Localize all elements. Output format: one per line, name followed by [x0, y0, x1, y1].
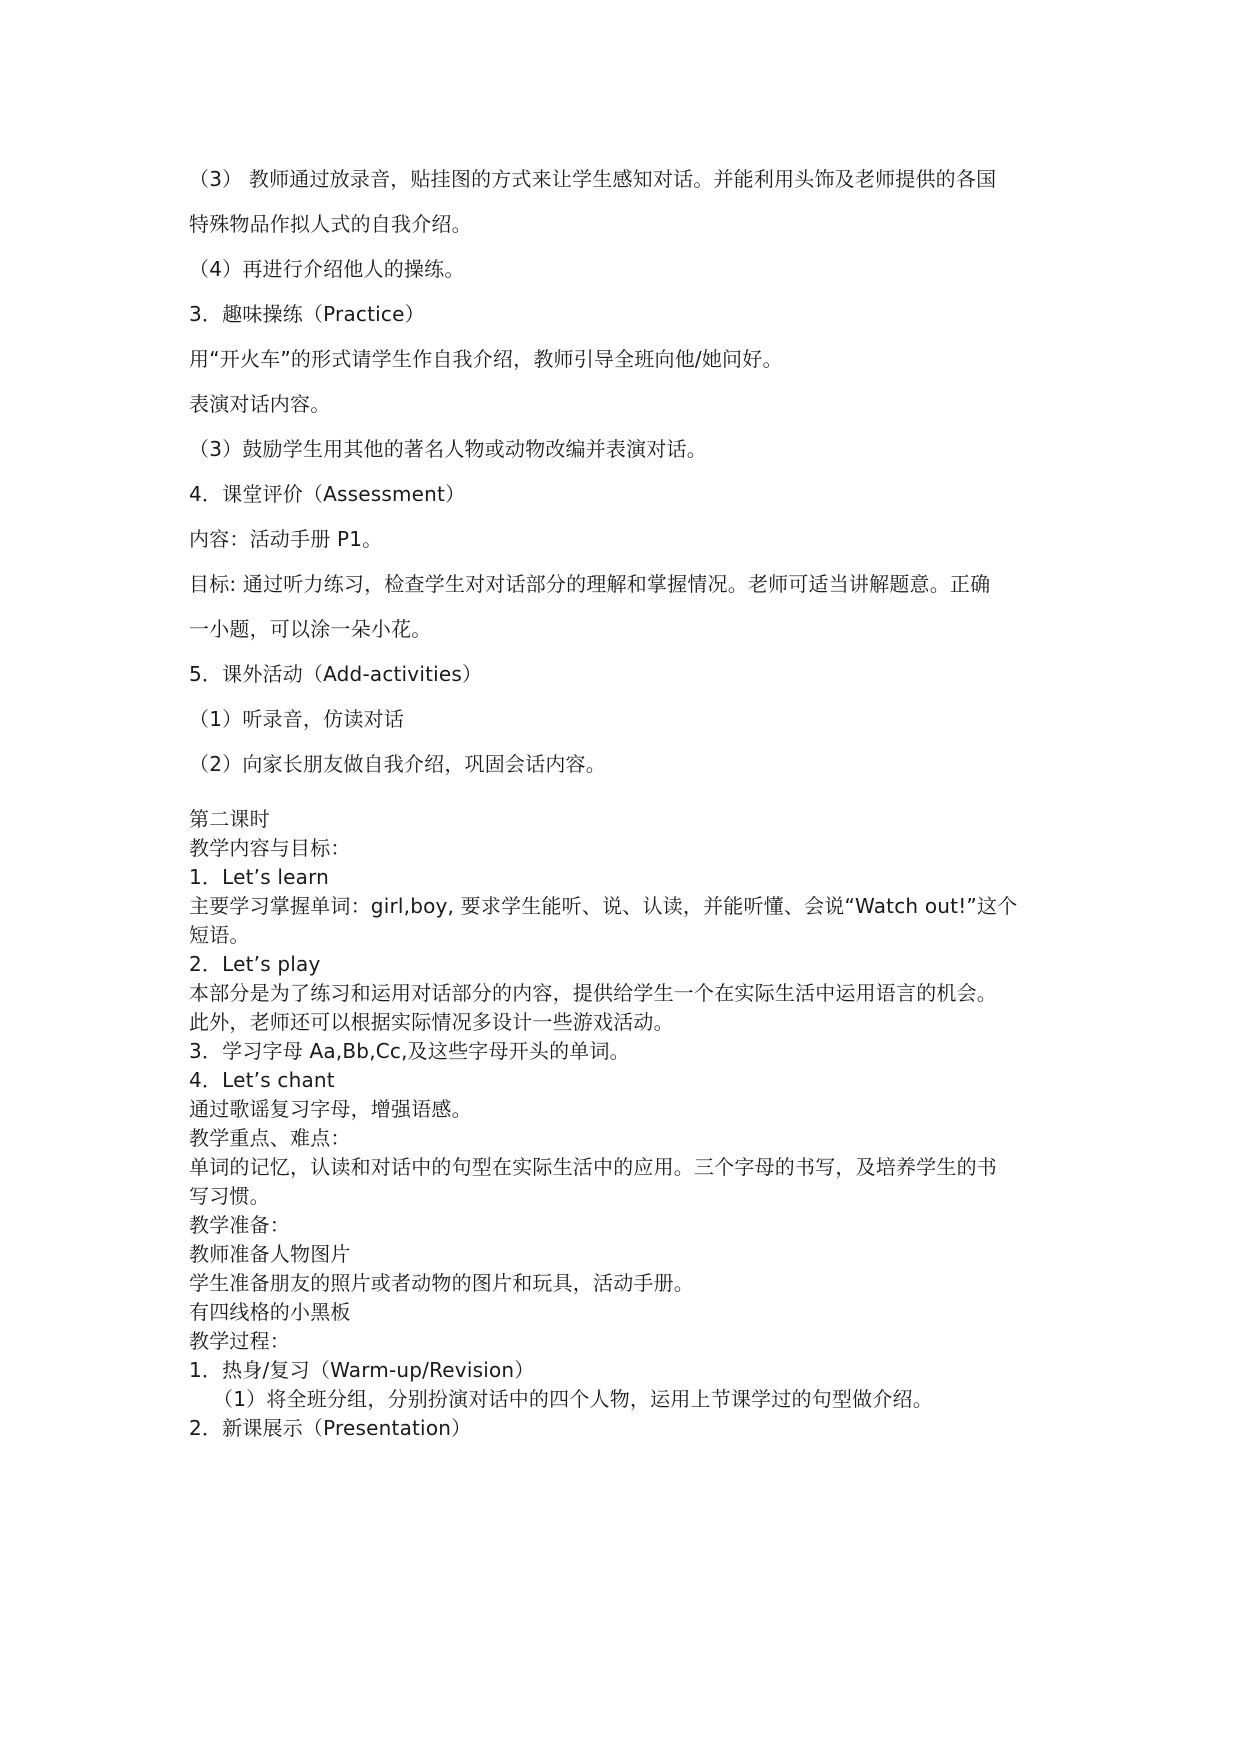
text-line: 学生准备朋友的照片或者动物的图片和玩具，活动手册。 — [189, 1271, 694, 1295]
text-line: 短语。 — [189, 923, 250, 947]
text-line: （3） 教师通过放录音，贴挂图的方式来让学生感知对话。并能利用头饰及老师提供的各国 — [189, 167, 997, 191]
text-line: 1．Let’s learn — [189, 865, 330, 889]
text-line: 3．趣味操练（Practice） — [189, 302, 425, 326]
text-line: 主要学习掌握单词：girl,boy, 要求学生能听、说、认读，并能听懂、会说“Watch out!”这个 — [189, 894, 1018, 918]
text-line: 目标: 通过听力练习，检查学生对对话部分的理解和掌握情况。老师可适当讲解题意。正确 — [189, 572, 991, 596]
text-line: 一小题，可以涂一朵小花。 — [189, 617, 432, 641]
text-line: 用“开火车”的形式请学生作自我介绍，教师引导全班向他/她问好。 — [189, 347, 783, 371]
text-line: 教学内容与目标： — [189, 836, 351, 860]
text-line: 2．Let’s play — [189, 952, 321, 976]
text-line: 单词的记忆，认读和对话中的句型在实际生活中的应用。三个字母的书写，及培养学生的书 — [189, 1155, 997, 1179]
section-heading: 第二课时 — [189, 807, 270, 831]
text-line: 有四线格的小黑板 — [189, 1300, 351, 1324]
text-line: 2．新课展示（Presentation） — [189, 1416, 472, 1440]
text-line: 写习惯。 — [189, 1184, 270, 1208]
text-line: 5．课外活动（Add-activities） — [189, 662, 483, 686]
text-line: 4．Let’s chant — [189, 1068, 335, 1092]
text-line: （1）将全班分组，分别扮演对话中的四个人物，运用上节课学过的句型做介绍。 — [213, 1387, 933, 1411]
text-line: （4）再进行介绍他人的操练。 — [189, 257, 465, 281]
text-line: （2）向家长朋友做自我介绍，巩固会话内容。 — [189, 752, 606, 776]
text-line: 1．热身/复习（Warm-up/Revision） — [189, 1358, 535, 1382]
text-line: 本部分是为了练习和运用对话部分的内容，提供给学生一个在实际生活中运用语言的机会。 — [189, 981, 997, 1005]
text-line: 通过歌谣复习字母，增强语感。 — [189, 1097, 472, 1121]
text-line: 表演对话内容。 — [189, 392, 331, 416]
text-line: 教学过程： — [189, 1329, 290, 1353]
text-line: 内容：活动手册 P1。 — [189, 527, 383, 551]
text-line: 教学重点、难点： — [189, 1126, 351, 1150]
text-line: 此外，老师还可以根据实际情况多设计一些游戏活动。 — [189, 1010, 674, 1034]
text-line: 教师准备人物图片 — [189, 1242, 351, 1266]
text-line: 教学准备： — [189, 1213, 290, 1237]
text-line: 3．学习字母 Aa,Bb,Cc,及这些字母开头的单词。 — [189, 1039, 630, 1063]
text-line: （1）听录音，仿读对话 — [189, 707, 404, 731]
text-line: 特殊物品作拟人式的自我介绍。 — [189, 212, 472, 236]
text-line: 4．课堂评价（Assessment） — [189, 482, 466, 506]
text-line: （3）鼓励学生用其他的著名人物或动物改编并表演对话。 — [189, 437, 707, 461]
